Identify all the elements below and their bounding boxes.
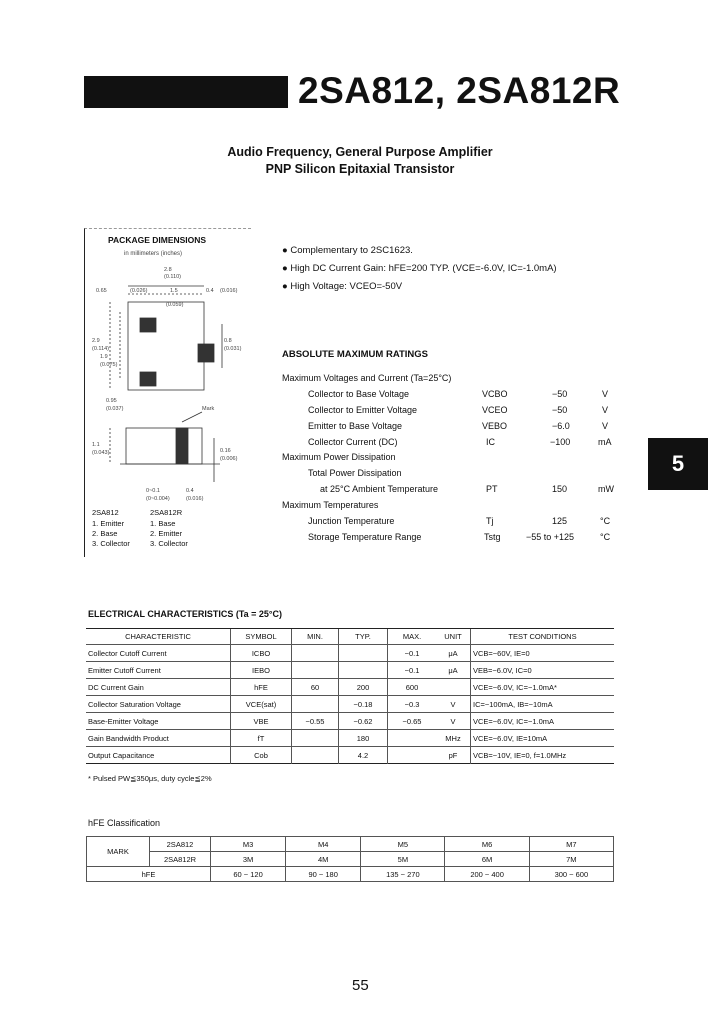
electrical-characteristics-table xyxy=(86,628,614,764)
dim-0-059: (0.059) xyxy=(166,302,184,308)
tj-unit: °C xyxy=(600,516,611,526)
elec-r1-unit: μA xyxy=(436,662,471,679)
abs-row-2-symbol: VCEO xyxy=(482,405,508,415)
elec-r5-min xyxy=(292,730,339,747)
abs-max-title: ABSOLUTE MAXIMUM RATINGS xyxy=(282,349,429,360)
pulse-note: * Pulsed PW≦350μs, duty cycle≦2% xyxy=(88,774,212,783)
abs-row-1-unit: V xyxy=(602,389,609,399)
dim-0-026: (0.026) xyxy=(130,288,148,294)
hfe-m7: M7 xyxy=(529,837,613,852)
package-side-body xyxy=(126,428,202,464)
elec-h-unit: UNIT xyxy=(436,629,471,645)
dim-1-1: 1.1 xyxy=(92,442,100,448)
mark-label: Mark xyxy=(202,406,215,412)
dim-0-016-side: (0.016) xyxy=(186,496,204,502)
tstg-symbol: Tstg xyxy=(484,532,501,542)
hfe-row1-name: 2SA812 xyxy=(150,837,211,852)
dim-0-031: (0.031) xyxy=(224,346,242,352)
dim-0-043: (0.043) xyxy=(92,450,110,456)
elec-r3-char: Collector Saturation Voltage xyxy=(86,696,231,713)
hfe-m3: M3 xyxy=(211,837,286,852)
elec-h-conditions: TEST CONDITIONS xyxy=(471,629,615,645)
elec-r4-max: −0.65 xyxy=(388,713,437,730)
dim-1-9: 1.9 xyxy=(100,354,108,360)
elec-r2-unit xyxy=(436,679,471,696)
tj-symbol: Tj xyxy=(486,516,494,526)
elec-r6-sym: Cob xyxy=(231,747,292,764)
dim-2-8: 2.8 xyxy=(164,267,172,273)
elec-title: ELECTRICAL CHARACTERISTICS (Ta = 25°C) xyxy=(88,609,283,619)
lead-2 xyxy=(140,372,156,386)
abs-row-3-unit: V xyxy=(602,421,609,431)
hfe-title: hFE Classification xyxy=(88,818,161,828)
elec-r5-char: Gain Bandwidth Product xyxy=(86,730,231,747)
hfe-6m: 6M xyxy=(445,852,529,867)
pin-col2-3: 3. Collector xyxy=(150,539,188,548)
table-row xyxy=(86,747,614,764)
dim-0-95: 0.95 xyxy=(106,398,117,404)
elec-r1-cond: VEB=−6.0V, IC=0 xyxy=(471,662,615,679)
page-number: 55 xyxy=(352,977,369,994)
hfe-range-4: 200 ~ 400 xyxy=(445,867,529,882)
elec-r5-typ: 180 xyxy=(339,730,388,747)
hfe-m6: M6 xyxy=(445,837,529,852)
elec-r5-sym: fT xyxy=(231,730,292,747)
feature-2: ● High DC Current Gain: hFE=200 TYP. (VCE=-6.0V, IC=-1.0mA) xyxy=(282,263,557,274)
table-row xyxy=(86,662,614,679)
table-row xyxy=(86,679,614,696)
abs-max-group-2: Maximum Power Dissipation xyxy=(282,452,396,462)
elec-r1-typ xyxy=(339,662,388,679)
abs-row-4-label: Collector Current (DC) xyxy=(308,437,398,447)
abs-max-group-2a: Total Power Dissipation xyxy=(308,468,402,478)
pd-symbol: PT xyxy=(486,484,498,494)
abs-max-group-3: Maximum Temperatures xyxy=(282,500,379,510)
elec-r6-char: Output Capacitance xyxy=(86,747,231,764)
hfe-m5: M5 xyxy=(361,837,445,852)
elec-h-characteristic: CHARACTERISTIC xyxy=(86,629,231,645)
side-lead xyxy=(176,428,188,464)
dim-0-110: (0.110) xyxy=(164,274,182,280)
table-row xyxy=(87,852,614,867)
elec-r3-max: −0.3 xyxy=(388,696,437,713)
pd-unit: mW xyxy=(598,484,614,494)
dim-0-037: (0.037) xyxy=(106,406,124,412)
abs-max-group-1: Maximum Voltages and Current (Ta=25°C) xyxy=(282,373,452,383)
hfe-mark-label: MARK xyxy=(87,837,150,867)
package-unit-note: in millimeters (inches) xyxy=(124,251,183,257)
abs-row-1-value: −50 xyxy=(552,389,568,399)
dim-1-5: 1.5 xyxy=(170,288,178,294)
abs-row-4-symbol: IC xyxy=(486,437,495,447)
abs-row-3-label: Emitter to Base Voltage xyxy=(308,421,403,431)
pin-col1-name: 2SA812 xyxy=(92,508,119,517)
tstg-unit: °C xyxy=(600,532,611,542)
tstg-value: −55 to +125 xyxy=(526,532,575,542)
dim-0-006: (0.006) xyxy=(220,456,238,462)
elec-r1-max: −0.1 xyxy=(388,662,437,679)
abs-row-4-value: −100 xyxy=(550,437,571,447)
hfe-classification-table xyxy=(86,836,614,882)
hfe-range-3: 135 ~ 270 xyxy=(361,867,445,882)
elec-r3-cond: IC=−100mA, IB=−10mA xyxy=(471,696,615,713)
elec-r4-unit: V xyxy=(436,713,471,730)
hfe-label: hFE xyxy=(87,867,211,882)
elec-r3-unit: V xyxy=(436,696,471,713)
section-tab: 5 xyxy=(648,438,708,490)
pin-col1-3: 3. Collector xyxy=(92,539,130,548)
abs-row-3-value: −6.0 xyxy=(552,421,570,431)
pin-col1-2: 2. Base xyxy=(92,529,118,538)
hfe-5m: 5M xyxy=(361,852,445,867)
elec-r1-char: Emitter Cutoff Current xyxy=(86,662,231,679)
package-top-body xyxy=(128,302,204,390)
dim-2-9: 2.9 xyxy=(92,338,100,344)
dim-0-16: 0.16 xyxy=(220,448,231,454)
elec-header-row xyxy=(86,629,614,645)
subtitle-line-2: PNP Silicon Epitaxial Transistor xyxy=(265,162,455,176)
hfe-range-1: 60 ~ 120 xyxy=(211,867,286,882)
elec-r2-cond: VCE=−6.0V, IC=−1.0mA* xyxy=(471,679,615,696)
elec-r4-cond: VCE=−6.0V, IC=−1.0mA xyxy=(471,713,615,730)
table-row xyxy=(87,837,614,852)
hfe-m4: M4 xyxy=(286,837,361,852)
hfe-range-2: 90 ~ 180 xyxy=(286,867,361,882)
subtitle-line-1: Audio Frequency, General Purpose Amplifier xyxy=(227,145,493,159)
package-drawing xyxy=(90,262,248,502)
elec-h-min: MIN. xyxy=(292,629,339,645)
dim-0-8: 0.8 xyxy=(224,338,232,344)
hfe-7m: 7M xyxy=(529,852,613,867)
elec-r4-char: Base-Emitter Voltage xyxy=(86,713,231,730)
pin-col2-name: 2SA812R xyxy=(150,508,183,517)
elec-r0-max: −0.1 xyxy=(388,645,437,662)
elec-r3-min xyxy=(292,696,339,713)
abs-row-1-label: Collector to Base Voltage xyxy=(308,389,410,399)
abs-row-3-symbol: VEBO xyxy=(482,421,508,431)
tstg-label: Storage Temperature Range xyxy=(308,532,422,542)
elec-r2-max: 600 xyxy=(388,679,437,696)
elec-h-typ: TYP. xyxy=(339,629,388,645)
abs-row-2-label: Collector to Emitter Voltage xyxy=(308,405,418,415)
table-row xyxy=(86,696,614,713)
elec-r4-typ: −0.62 xyxy=(339,713,388,730)
elec-r0-char: Collector Cutoff Current xyxy=(86,645,231,662)
feature-1: ● Complementary to 2SC1623. xyxy=(282,245,413,256)
hfe-4m: 4M xyxy=(286,852,361,867)
elec-r0-unit: μA xyxy=(436,645,471,662)
hfe-3m: 3M xyxy=(211,852,286,867)
dim-0-4-side: 0.4 xyxy=(186,488,194,494)
feature-3: ● High Voltage: VCEO=-50V xyxy=(282,281,403,292)
elec-r1-min xyxy=(292,662,339,679)
table-row xyxy=(87,867,614,882)
elec-h-max: MAX. xyxy=(388,629,437,645)
elec-r2-char: DC Current Gain xyxy=(86,679,231,696)
lead-3 xyxy=(198,344,214,362)
elec-h-symbol: SYMBOL xyxy=(231,629,292,645)
elec-r3-typ: −0.18 xyxy=(339,696,388,713)
elec-r6-unit: pF xyxy=(436,747,471,764)
table-row xyxy=(86,645,614,662)
elec-r3-sym: VCE(sat) xyxy=(231,696,292,713)
elec-r6-typ: 4.2 xyxy=(339,747,388,764)
elec-r0-typ xyxy=(339,645,388,662)
abs-row-2-unit: V xyxy=(602,405,609,415)
elec-r6-min xyxy=(292,747,339,764)
hfe-range-5: 300 ~ 600 xyxy=(529,867,613,882)
table-row xyxy=(86,730,614,747)
tj-label: Junction Temperature xyxy=(308,516,395,526)
hfe-row2-name: 2SA812R xyxy=(150,852,211,867)
abs-row-1-symbol: VCBO xyxy=(482,389,508,399)
dim-0-4: 0.4 xyxy=(206,288,214,294)
abs-row-4-unit: mA xyxy=(598,437,612,447)
dim-0-65: 0.65 xyxy=(96,288,107,294)
elec-r4-sym: VBE xyxy=(231,713,292,730)
elec-r2-sym: hFE xyxy=(231,679,292,696)
pin-col2-1: 1. Base xyxy=(150,519,176,528)
package-title: PACKAGE DIMENSIONS xyxy=(108,235,207,245)
elec-r0-min xyxy=(292,645,339,662)
pd-value: 150 xyxy=(552,484,568,494)
lead-1 xyxy=(140,318,156,332)
elec-r5-max xyxy=(388,730,437,747)
title-black-bar xyxy=(84,76,288,108)
page-title: 2SA812, 2SA812R xyxy=(298,70,621,111)
elec-r0-sym: ICBO xyxy=(231,645,292,662)
elec-r6-max xyxy=(388,747,437,764)
pin-col1-1: 1. Emitter xyxy=(92,519,125,528)
dim-0-0-004: (0~0.004) xyxy=(146,496,170,502)
elec-r2-min: 60 xyxy=(292,679,339,696)
elec-r6-cond: VCB=−10V, IE=0, f=1.0MHz xyxy=(471,747,615,764)
dim-0-0-1: 0~0.1 xyxy=(146,488,160,494)
elec-r2-typ: 200 xyxy=(339,679,388,696)
elec-r5-unit: MHz xyxy=(436,730,471,747)
tj-value: 125 xyxy=(552,516,568,526)
elec-r0-cond: VCB=−60V, IE=0 xyxy=(471,645,615,662)
elec-r1-sym: IEBO xyxy=(231,662,292,679)
dim-0-114: (0.114) xyxy=(92,346,110,352)
elec-r5-cond: VCE=−6.0V, IE=10mA xyxy=(471,730,615,747)
table-row xyxy=(86,713,614,730)
pin-col2-2: 2. Emitter xyxy=(150,529,183,538)
dim-0-075: (0.075) xyxy=(100,362,118,368)
pd-label: at 25°C Ambient Temperature xyxy=(320,484,438,494)
elec-r4-min: −0.55 xyxy=(292,713,339,730)
abs-row-2-value: −50 xyxy=(552,405,568,415)
dim-0-016: (0.016) xyxy=(220,288,238,294)
